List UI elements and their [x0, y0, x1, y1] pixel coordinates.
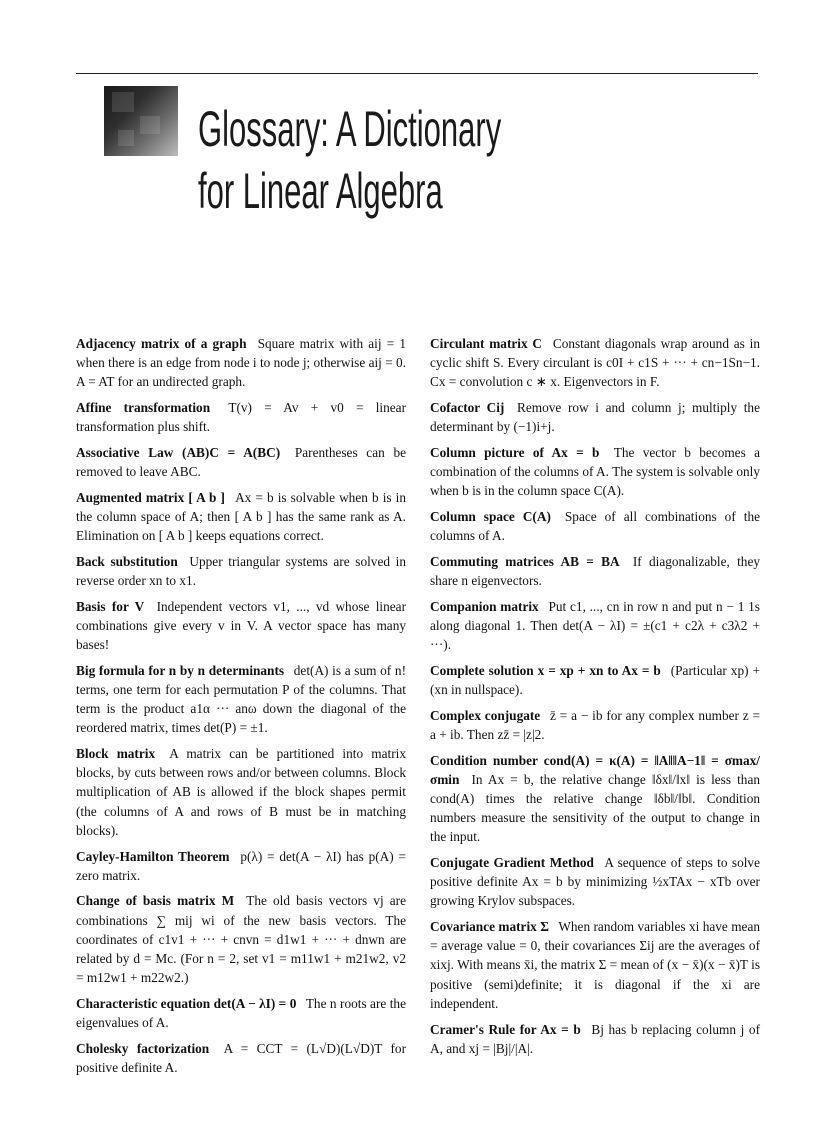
glossary-entry: [430, 334, 760, 391]
glossary-definition: In Ax = b, the relative change ‖δx‖/‖x‖ is less than cond(A) times the relative change ‖δb‖/‖b‖. Condition numbers measure the sensitivity of the output to change in the input.: [430, 771, 761, 845]
glossary-term: Cayley-Hamilton Theorem: [76, 848, 230, 864]
glossary-term: Characteristic equation det(A − λI) = 0: [76, 995, 297, 1011]
glossary-term: Column picture of Ax = b: [430, 444, 600, 460]
glossary-entry: [430, 751, 760, 847]
glossary-definition: Ax = b is solvable when b is in the column space of A; then [ A b ] has the same rank as A. Elimination on [ A b ] keeps equations correct.: [76, 489, 406, 544]
glossary-definition: p(λ) = det(A − λI) has p(A) = zero matrix.: [76, 848, 406, 883]
glossary-term: Block matrix: [76, 746, 156, 762]
glossary-definition: T(v) = Av + v0 = linear transformation plus shift.: [76, 400, 406, 435]
glossary-left-column: [76, 334, 406, 1084]
glossary-entry: [430, 661, 760, 699]
glossary-definition: Independent vectors v1, ..., vd whose linear combinations give every v in V. A vector space has many bases!: [76, 598, 406, 653]
glossary-entry: [430, 1020, 760, 1058]
glossary-term: Companion matrix: [430, 598, 539, 614]
glossary-definition: z̄ = a − ib for any complex number z = a + ib. Then zz̄ = |z|2.: [430, 707, 761, 742]
glossary-definition: A sequence of steps to solve positive definite Ax = b by minimizing ½xTAx − xTb over growing Krylov subspaces.: [430, 855, 760, 909]
glossary-definition: Constant diagonals wrap around as in cyclic shift S. Every circulant is c0I + c1S + ··· + cn−1Sn−1. Cx = convolution c ∗ x. Eigenvectors in F.: [430, 336, 761, 390]
glossary-right-column: [430, 334, 760, 1064]
glossary-term: Back substitution: [76, 553, 178, 569]
glossary-term: Commuting matrices AB = BA: [430, 553, 620, 569]
glossary-entry: [76, 443, 406, 481]
glossary-entry: [430, 552, 760, 590]
glossary-definition: When random variables xi have mean = average value = 0, their covariances Σij are the averages of xixj. With means x̄i, the matrix Σ = mean of (x − x̄)(x − x̄)T is positive (semi)definite; it is diagonal if the xi are independent.: [430, 919, 761, 1011]
glossary-entry: [430, 706, 760, 744]
glossary-definition: A = CCT = (L√D)(L√D)T for positive definite A.: [76, 1040, 406, 1075]
glossary-term: Adjacency matrix of a graph: [76, 336, 247, 351]
glossary-entry: [76, 597, 406, 654]
glossary-term: Basis for V: [76, 598, 145, 614]
glossary-definition: The old basis vectors vj are combinations ∑ mij wi of the new basis vectors. The coordinates of c1v1 + ··· + cnvn = d1w1 + ··· + dnwn are related by d = Mc. (For n = 2, set v1 = m11w1 + m21w2, v2 = m12w1 + m22w2.): [76, 893, 406, 986]
glossary-entry: [430, 443, 760, 500]
page-title: [198, 98, 501, 222]
glossary-definition: Square matrix with aij = 1 when there is an edge from node i to node j; otherwise aij = 0. A = AT for an undirected graph.: [76, 336, 406, 390]
glossary-entry: [76, 334, 406, 391]
glossary-term: Big formula for n by n determinants: [76, 662, 285, 678]
glossary-term: Associative Law (AB)C = A(BC): [76, 444, 281, 460]
glossary-entry: [430, 398, 760, 436]
glossary-definition: Upper triangular systems are solved in reverse order xn to x1.: [76, 553, 407, 589]
glossary-entry: [430, 917, 760, 1013]
title-line-1: Glossary: A Dictionary: [198, 101, 502, 157]
top-rule: [76, 73, 758, 74]
glossary-definition: The vector b becomes a combination of the columns of A. The system is solvable only when b is in the column space C(A).: [430, 444, 760, 499]
glossary-entry: [76, 994, 406, 1032]
glossary-term: Conjugate Gradient Method: [430, 855, 594, 871]
glossary-term: Affine transformation: [76, 400, 211, 416]
glossary-entry: [430, 507, 760, 545]
glossary-entry: [76, 398, 406, 436]
glossary-definition: The n roots are the eigenvalues of A.: [76, 995, 406, 1030]
glossary-entry: [76, 552, 406, 590]
glossary-term: Complete solution x = xp + xn to Ax = b: [430, 662, 661, 678]
glossary-term: Change of basis matrix M: [76, 893, 235, 909]
glossary-entry: [76, 847, 406, 885]
glossary-term: Column space C(A): [430, 509, 551, 525]
glossary-definition: det(A) is a sum of n! terms, one term for each permutation P of the columns. That term is the product a1α ··· anω down the diagonal of the reordered matrix, times det(P) = ±1.: [76, 662, 407, 736]
glossary-entry: [76, 488, 406, 545]
glossary-entry: [76, 891, 406, 987]
glossary-term: Covariance matrix Σ: [430, 919, 549, 935]
glossary-definition: Space of all combinations of the columns of A.: [430, 509, 760, 544]
glossary-term: Circulant matrix C: [430, 336, 543, 351]
glossary-definition: (Particular xp) + (xn in nullspace).: [430, 662, 760, 698]
glossary-term: Condition number cond(A) = κ(A) = ‖A‖‖A−1‖ = σmax/σmin: [430, 752, 760, 787]
glossary-definition: A matrix can be partitioned into matrix blocks, by cuts between rows and/or between columns. Block multiplication of AB is allowed if the block shapes permit (the columns of A and rows of B must be in matching blocks).: [76, 746, 406, 838]
title-line-2: for Linear Algebra: [198, 163, 443, 219]
glossary-entry: [76, 661, 406, 738]
glossary-entry: [430, 853, 760, 910]
glossary-term: Augmented matrix [ A b ]: [76, 489, 225, 505]
glossary-term: Cofactor Cij: [430, 400, 505, 416]
chapter-logo-square: [104, 86, 178, 156]
glossary-definition: Put c1, ..., cn in row n and put n − 1 1s along diagonal 1. Then det(A − λI) = ±(c1 + c2λ + c3λ2 + ···).: [430, 598, 760, 653]
glossary-term: Cramer's Rule for Ax = b: [430, 1021, 581, 1037]
glossary-term: Cholesky factorization: [76, 1040, 210, 1056]
glossary-term: Complex conjugate: [430, 707, 541, 723]
glossary-definition: Parentheses can be removed to leave ABC.: [76, 444, 407, 480]
glossary-definition: Remove row i and column j; multiply the determinant by (−1)i+j.: [430, 400, 760, 435]
glossary-entry: [430, 597, 760, 654]
glossary-definition: Bj has b replacing column j of A, and xj = |Bj|/|A|.: [430, 1021, 761, 1056]
glossary-entry: [76, 744, 406, 840]
glossary-definition: If diagonalizable, they share n eigenvectors.: [430, 553, 761, 589]
glossary-entry: [76, 1039, 406, 1077]
